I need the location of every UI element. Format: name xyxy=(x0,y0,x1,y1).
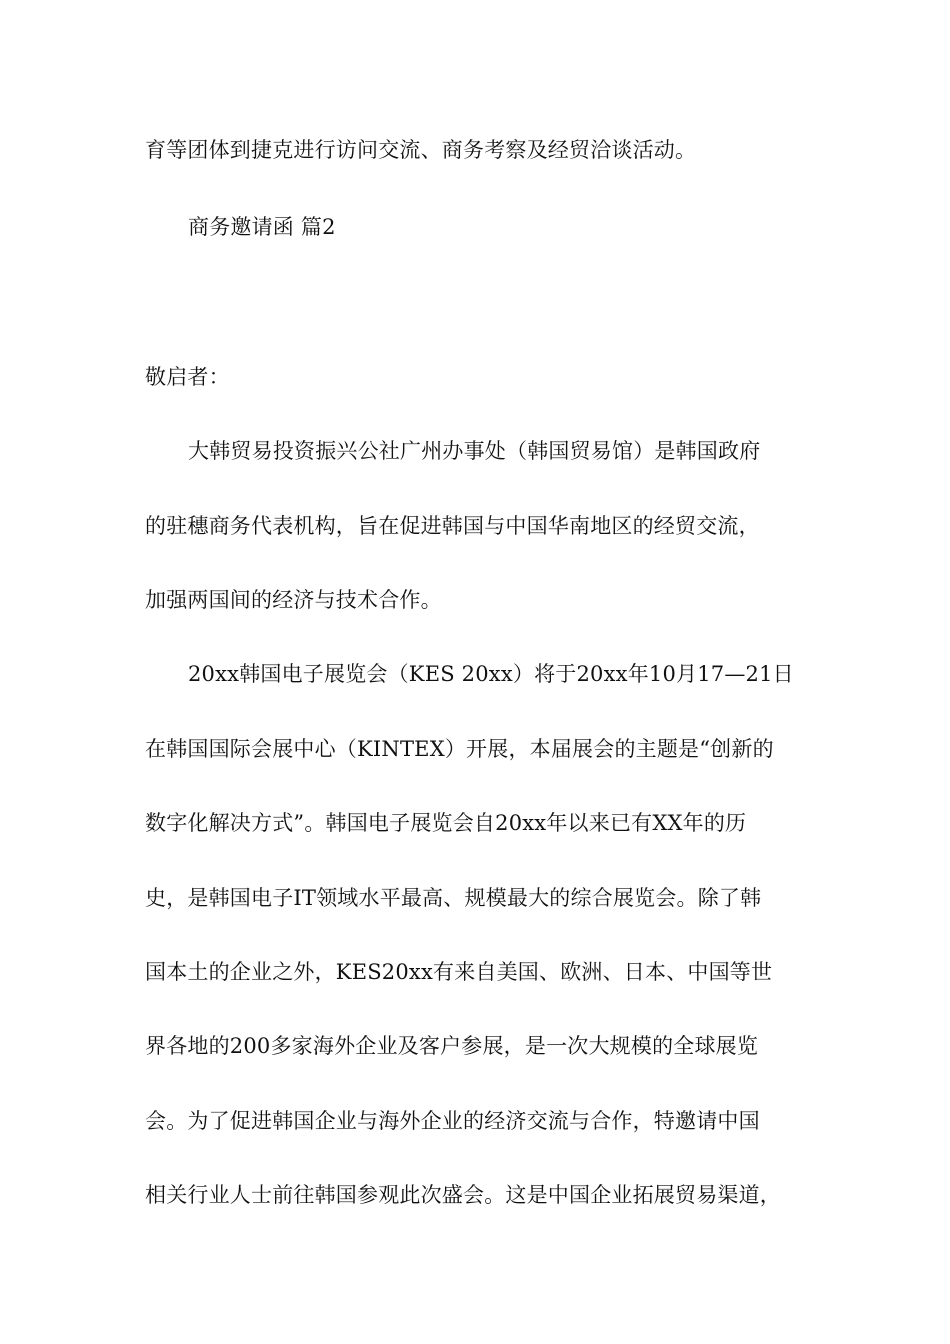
paragraph-line: 大韩贸易投资振兴公社广州办事处（韩国贸易馆）是韩国政府 xyxy=(188,439,761,463)
paragraph-line: 史，是韩国电子IT领域水平最高、规模最大的综合展览会。除了韩 xyxy=(145,886,762,910)
paragraph-line: 加强两国间的经济与技术合作。 xyxy=(145,588,442,612)
salutation: 敬启者： xyxy=(145,365,230,389)
paragraph-line: 相关行业人士前往韩国参观此次盛会。这是中国企业拓展贸易渠道， xyxy=(145,1183,781,1207)
paragraph-line: 界各地的200多家海外企业及客户参展，是一次大规模的全球展览 xyxy=(145,1034,759,1058)
paragraph-line: 育等团体到捷克进行访问交流、商务考察及经贸洽谈活动。 xyxy=(145,138,697,162)
paragraph-line: 20xx韩国电子展览会（KES 20xx）将于20xx年10月17—21日 xyxy=(188,662,794,686)
paragraph-line: 的驻穗商务代表机构，旨在促进韩国与中国华南地区的经贸交流， xyxy=(145,514,760,538)
paragraph-line: 国本土的企业之外，KES20xx有来自美国、欧洲、日本、中国等世 xyxy=(145,960,773,984)
section-heading: 商务邀请函 篇2 xyxy=(188,215,336,239)
paragraph-line: 数字化解决方式”。韩国电子展览会自20xx年以来已有XX年的历 xyxy=(145,811,747,835)
paragraph-line: 会。为了促进韩国企业与海外企业的经济交流与合作，特邀请中国 xyxy=(145,1109,760,1133)
paragraph-line: 在韩国国际会展中心（KINTEX）开展，本届展会的主题是“创新的 xyxy=(145,737,774,761)
